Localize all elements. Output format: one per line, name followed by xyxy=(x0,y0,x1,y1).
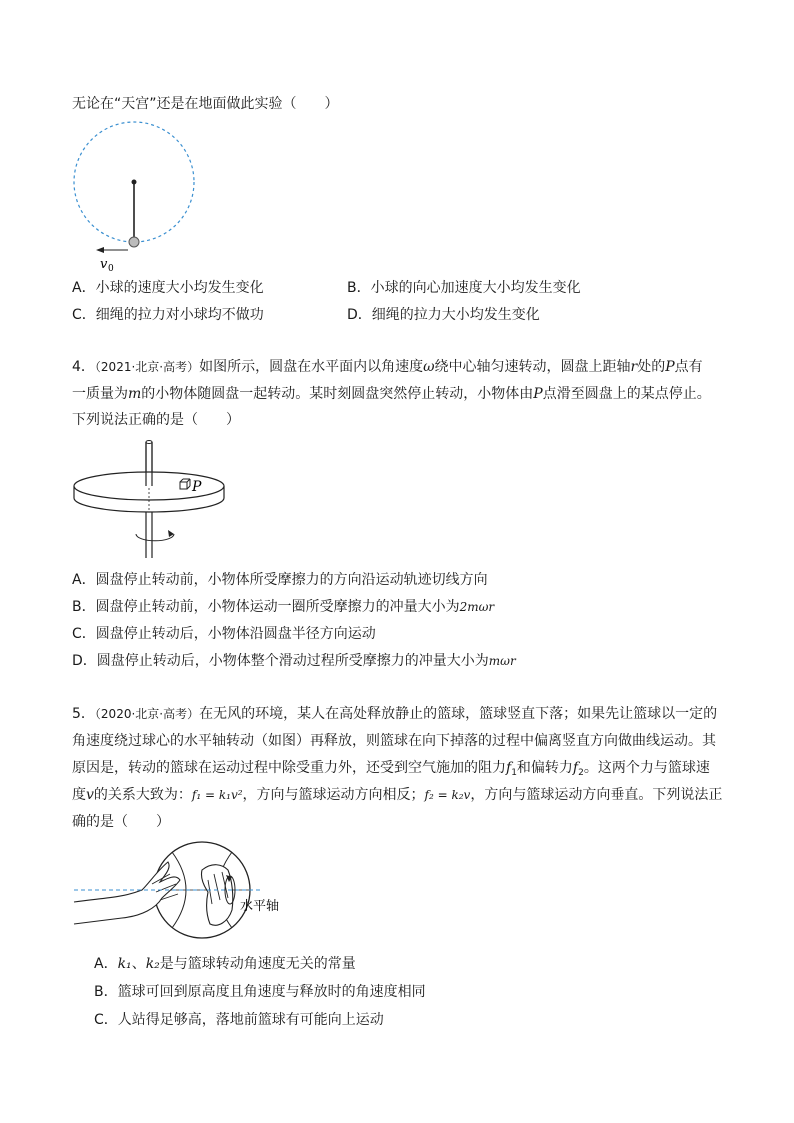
q3-option-d[interactable]: D．细绳的拉力大小均发生变化 xyxy=(347,307,540,323)
v0-label: v xyxy=(100,257,108,272)
q3-option-b[interactable]: B．小球的向心加速度大小均发生变化 xyxy=(347,280,581,296)
q5-option-a[interactable]: A．k₁、k₂是与篮球转动角速度无关的常量 xyxy=(94,956,356,972)
q3-stem: 无论在“天宫”还是在地面做此实验（ ） xyxy=(72,96,339,112)
q5-option-c[interactable]: C．人站得足够高，落地前篮球有可能向上运动 xyxy=(94,1012,384,1028)
q4-option-a[interactable]: A．圆盘停止转动前，小物体所受摩擦力的方向沿运动轨迹切线方向 xyxy=(72,572,488,588)
q5-stem-line3: 原因是，转动的篮球在运动过程中除受重力外，还受到空气施加的阻力$f_1$和偏转力$f_2$。这两个力与篮球速 xyxy=(72,760,710,778)
q4-disk-figure xyxy=(70,440,230,565)
q4-stem-line3: 下列说法正确的是（ ） xyxy=(72,412,240,428)
q4-stem-line2: 一质量为m的小物体随圆盘一起转动。某时刻圆盘突然停止转动，小物体由P点滑至圆盘上的某点停止。 xyxy=(72,386,711,402)
q5-stem-line1: 5．（2020·北京·高考）在无风的环境，某人在高处释放静止的篮球，篮球竖直下落；如果先让篮球以一定的 xyxy=(72,706,718,722)
q5-axis-label: 水平轴 xyxy=(240,899,280,914)
v0-subscript: 0 xyxy=(108,264,114,274)
q3-pendulum-figure xyxy=(60,118,210,278)
q4-stem-line1: 4．（2021·北京·高考）如图所示，圆盘在水平面内以角速度ω绕中心轴匀速转动，圆盘上距轴r处的P点有 xyxy=(72,359,703,375)
q3-option-c[interactable]: C．细绳的拉力对小球均不做功 xyxy=(72,307,264,323)
q4-option-c[interactable]: C．圆盘停止转动后，小物体沿圆盘半径方向运动 xyxy=(72,626,376,642)
q5-stem-line4: 度v的关系大致为：f₁ = k₁v²，方向与篮球运动方向相反；f₂ = k₂v，方向与篮球运动方向垂直。下列说法正 xyxy=(72,787,723,803)
q5-stem-line5: 确的是（ ） xyxy=(72,814,170,830)
q4-option-d[interactable]: D．圆盘停止转动后，小物体整个滑动过程所受摩擦力的冲量大小为mωr xyxy=(72,653,516,669)
q5-stem-line2: 角速度绕过球心的水平轴转动（如图）再释放，则篮球在向下掉落的过程中偏离竖直方向做曲线运动。其 xyxy=(72,733,716,749)
q5-option-b[interactable]: B．篮球可回到原高度且角速度与释放时的角速度相同 xyxy=(94,984,426,1000)
q5-basketball-figure xyxy=(72,840,332,940)
q3-option-a[interactable]: A．小球的速度大小均发生变化 xyxy=(72,280,264,296)
q4-figure-p-label: P xyxy=(192,479,202,495)
q4-option-b[interactable]: B．圆盘停止转动前，小物体运动一圈所受摩擦力的冲量大小为2mωr xyxy=(72,599,495,615)
